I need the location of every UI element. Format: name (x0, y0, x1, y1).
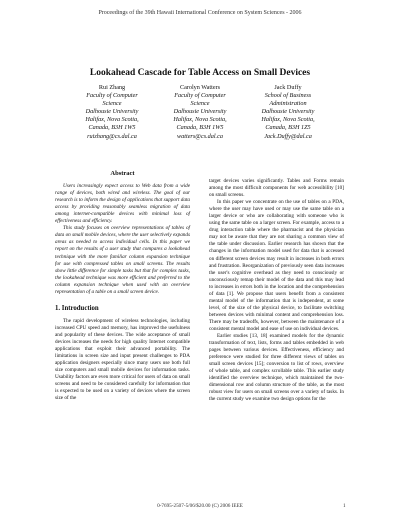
abstract-body (55, 183, 190, 296)
left-column (55, 170, 190, 402)
copyright-footer: 0-7695-2507-5/06/$20.00 (C) 2006 IEEE (157, 503, 243, 509)
abstract-paragraph: Users increasingly expect access to Web data from a wide range of devices, both wired and wireless. The goal of our research is to inform the design of applications that support data access by providing reasonably seamless migration of data among internet-compatible devices with minimal loss of effectiveness and efficiency. (55, 183, 190, 225)
abstract-paragraph: This study focuses on overview representations of tables of data on small mobile devices, where the user selectively expands areas as needed to access individual cells. In this paper we report on the results of a user study that compares a lookahead technique with the more familiar column expansion technique for use with compressed tables on small screens. The results show little difference for simple tasks but that for complex tasks, the lookahead technique was more efficient and preferred to the column expansion technique when used with an overview representation of a table on a small screen device. (55, 225, 190, 295)
author-affiliation-line: Canada, B3H 1W5 (176, 124, 224, 132)
author-email: Jack.Duffy@dal.ca (264, 132, 312, 140)
author-name: Carolyn Watters (179, 84, 221, 91)
author-block (72, 84, 328, 141)
author-affiliation-line: Halifax, Nova Scotia, (85, 116, 139, 124)
author-affiliation-line: School of Business (264, 92, 312, 100)
section-heading: 1. Introduction (55, 304, 99, 312)
author-name: Jack Duffy (274, 84, 302, 91)
author-1 (72, 84, 152, 141)
author-affiliation-line: Canada, B3H 1Z5 (265, 124, 311, 132)
author-email: ruizhang@cs.dal.ca (87, 132, 137, 140)
body-paragraph: The rapid development of wireless technologies, including increased CPU speed and memory, has improved the usefulness and popularity of these devices. The wide acceptance of small devices increases the needs for high quality Internet compatible applications that exploit their advanced portability. The limitations in screen size and input present challenges to PDA application designers especially since many users use both full size computers and small mobile devices for information tasks. Usability factors are even more critical for users of data on small screens and need to be considered carefully for information that is expected to be used on a variety of devices where the screen size of the (55, 317, 190, 402)
author-affiliation-line: Faculty of Computer (174, 92, 226, 100)
author-affiliation-line: Dalhousie University (261, 108, 315, 116)
author-name: Rui Zhang (98, 84, 126, 91)
author-affiliation-line: Canada, B3H 1W5 (88, 124, 136, 132)
author-affiliation-line: Administration (269, 100, 307, 108)
author-affiliation-line: Dalhousie University (173, 108, 227, 116)
page-number: 1 (343, 503, 346, 509)
author-3 (248, 84, 328, 141)
body-paragraph: target devices varies significantly. Tables and Forms remain among the most difficult components for web accessibility [10] on small screens. (209, 178, 344, 199)
author-affiliation-line: Faculty of Computer (86, 92, 138, 100)
body-paragraph: In this paper we concentrate on the use of tables on a PDA, where the user may have used or may use the same table on a larger device or who are collaborating with someone who is using the same table on a larger screen. For example, access to a drug interaction table where the pharmacist and the physician may not be aware that they are not sharing a common view of the table under discussion. Earlier research has shown that the changes in the information model used for data that is accessed on different screen devices may result in increases in both errors and frustration. Reorganization of previously seen data increases the user's cognitive overhead as they need to consciously or unconsciously remap their model of the data and this may lead to increases in errors both in the location and the comprehension of data [1]. We propose that users benefit from a consistent mental model of the information that is independent, at some level, of the size of the physical device, to facilitate switching between devices with minimal content and comprehension loss. There may be tradeoffs, however, between the maintenance of a consistent mental model and ease of use on individual devices. (209, 199, 344, 332)
author-affiliation-line: Halifax, Nova Scotia, (173, 116, 227, 124)
running-head: Proceedings of the 39th Hawaii International Conference on System Sciences - 2006 (98, 10, 302, 16)
author-2 (160, 84, 240, 141)
author-affiliation-line: Dalhousie University (85, 108, 139, 116)
author-affiliation-line: Science (102, 100, 122, 108)
paper-title: Lookahead Cascade for Table Access on Small Devices (89, 68, 311, 78)
right-column (209, 178, 344, 404)
body-paragraph: Earlier studies [13, 18] examined models for the dynamic transformation of text, lists, forms and tables embedded in web pages between various devices. Effectiveness, efficiency and preference were studied for three different views of tables on small screen devices [15]; conversion to list of rows, overview of whole table, and complex scrollable table. This earlier study identified the overview technique, which maintained the two-dimensional row and column structure of the table, as the most robust view for users on small screens over a variety of tasks. In the current study we examine two design options for the (209, 333, 344, 403)
author-email: watters@cs.dal.ca (177, 132, 223, 140)
abstract-heading: Abstract (110, 170, 135, 177)
author-affiliation-line: Science (190, 100, 210, 108)
author-affiliation-line: Halifax, Nova Scotia, (261, 116, 315, 124)
